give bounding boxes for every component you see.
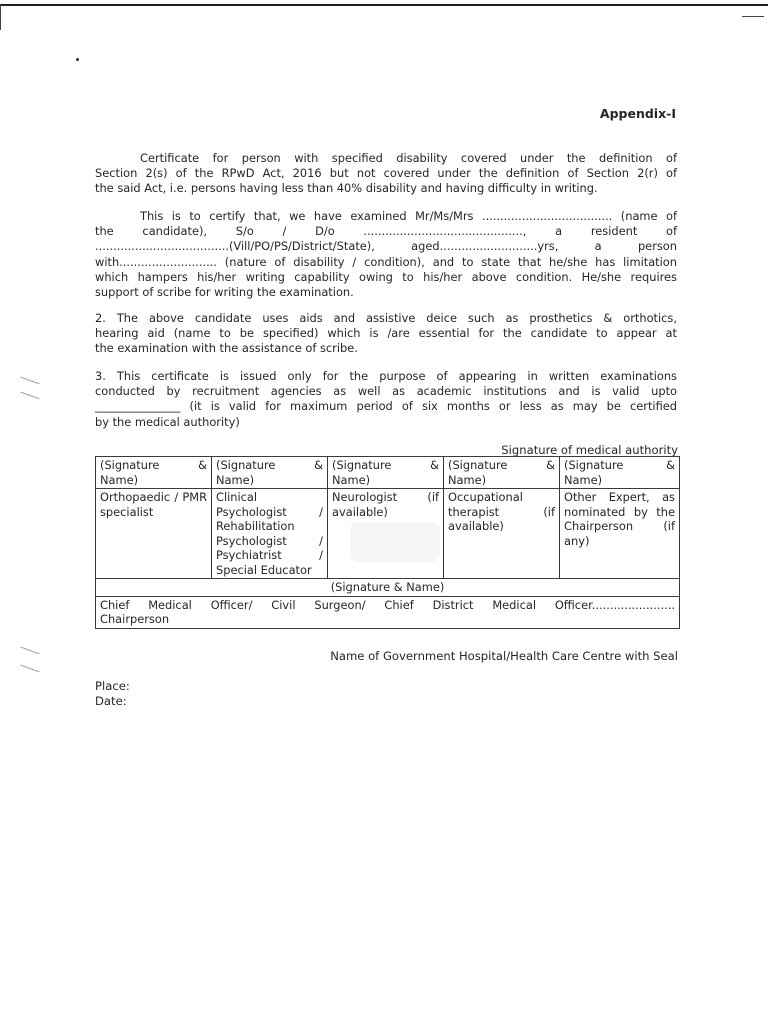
chief-officer-cell [96, 596, 680, 628]
signature-name-header: (Signature & Name) [96, 457, 212, 489]
validity-paragraph [95, 369, 677, 430]
aids-line: hearing aid (name to be specified) which is /are essential for the candidate to appear at [95, 326, 677, 341]
aids-line: 2. The above candidate uses aids and assistive deice such as prosthetics & orthotics, [95, 311, 677, 325]
margin-scan-mark [20, 392, 39, 400]
signature-authority-label: Signature of medical authority [501, 443, 678, 457]
certify-line: with........................... (nature of disability / condition), and to state that he/she has limitation [95, 254, 677, 269]
top-border-line [0, 4, 768, 6]
specialist-cell: Other Expert, as nominated by the Chairperson (if any) [560, 489, 680, 579]
aids-line: the examination with the assistance of scribe. [95, 341, 358, 356]
certify-line: support of scribe for writing the examination. [95, 285, 354, 300]
date-label: Date: [95, 694, 127, 708]
validity-line: 3. This certificate is issued only for the purpose of appearing in written examinations [95, 369, 677, 383]
intro-line: Section 2(s) of the RPwD Act, 2016 but not covered under the definition of Section 2(r) of [95, 166, 677, 181]
validity-line: _______________ (it is valid for maximum period of six months or less as may be certified [95, 399, 677, 414]
chief-officer-line: Chief Medical Officer/ Civil Surgeon/ Chief District Medical Officer....................... [100, 597, 675, 612]
validity-line: by the medical authority) [95, 414, 240, 429]
right-edge-mark [742, 16, 764, 17]
footer-signature-row [96, 579, 680, 597]
chairperson-label: Chairperson [100, 612, 170, 626]
chief-officer-row [96, 596, 680, 628]
appendix-title: Appendix-I [599, 106, 676, 121]
signature-name-header: (Signature & Name) [444, 457, 560, 489]
left-border-line [0, 4, 1, 30]
margin-scan-mark [20, 647, 39, 655]
certify-line: which hampers his/her writing capability owing to his/her above condition. He/she requires [95, 269, 677, 284]
table-header-row [96, 457, 680, 489]
faint-stamp-mark [350, 522, 440, 562]
intro-paragraph [95, 151, 677, 197]
specialist-cell: Occupational therapist (if available) [444, 489, 560, 579]
signature-name-header: (Signature & Name) [212, 457, 328, 489]
margin-scan-mark [20, 377, 39, 385]
footer-signature-cell: (Signature & Name) [96, 579, 680, 597]
signature-name-header: (Signature & Name) [560, 457, 680, 489]
signature-name-header: (Signature & Name) [328, 457, 444, 489]
certify-line: the candidate), S/o / D/o ............................................, a resident of [95, 224, 677, 239]
validity-line: conducted by recruitment agencies as well as academic institutions and is valid upto [95, 384, 677, 399]
intro-line: Certificate for person with specified disability covered under the definition of [140, 151, 677, 165]
specialist-cell: Clinical Psychologist / Rehabilitation Psychologist / Psychiatrist / Special Educator [212, 489, 328, 579]
aids-paragraph [95, 311, 677, 357]
specialist-cell: Neurologist (if available) [328, 489, 444, 579]
intro-line: the said Act, i.e. persons having less than 40% disability and having difficulty in writing. [95, 181, 598, 196]
hospital-seal-label: Name of Government Hospital/Health Care Centre with Seal [330, 649, 678, 663]
specialist-cell: Orthopaedic / PMR specialist [96, 489, 212, 579]
certify-line: .....................................(Vill/PO/PS/District/State), aged...........................yrs, a person [95, 239, 677, 254]
scan-speck [76, 58, 79, 61]
certify-paragraph [95, 209, 677, 300]
place-label: Place: [95, 679, 130, 693]
certify-line: This is to certify that, we have examined Mr/Ms/Mrs .................................... (name of [140, 209, 677, 223]
margin-scan-mark [20, 665, 39, 673]
